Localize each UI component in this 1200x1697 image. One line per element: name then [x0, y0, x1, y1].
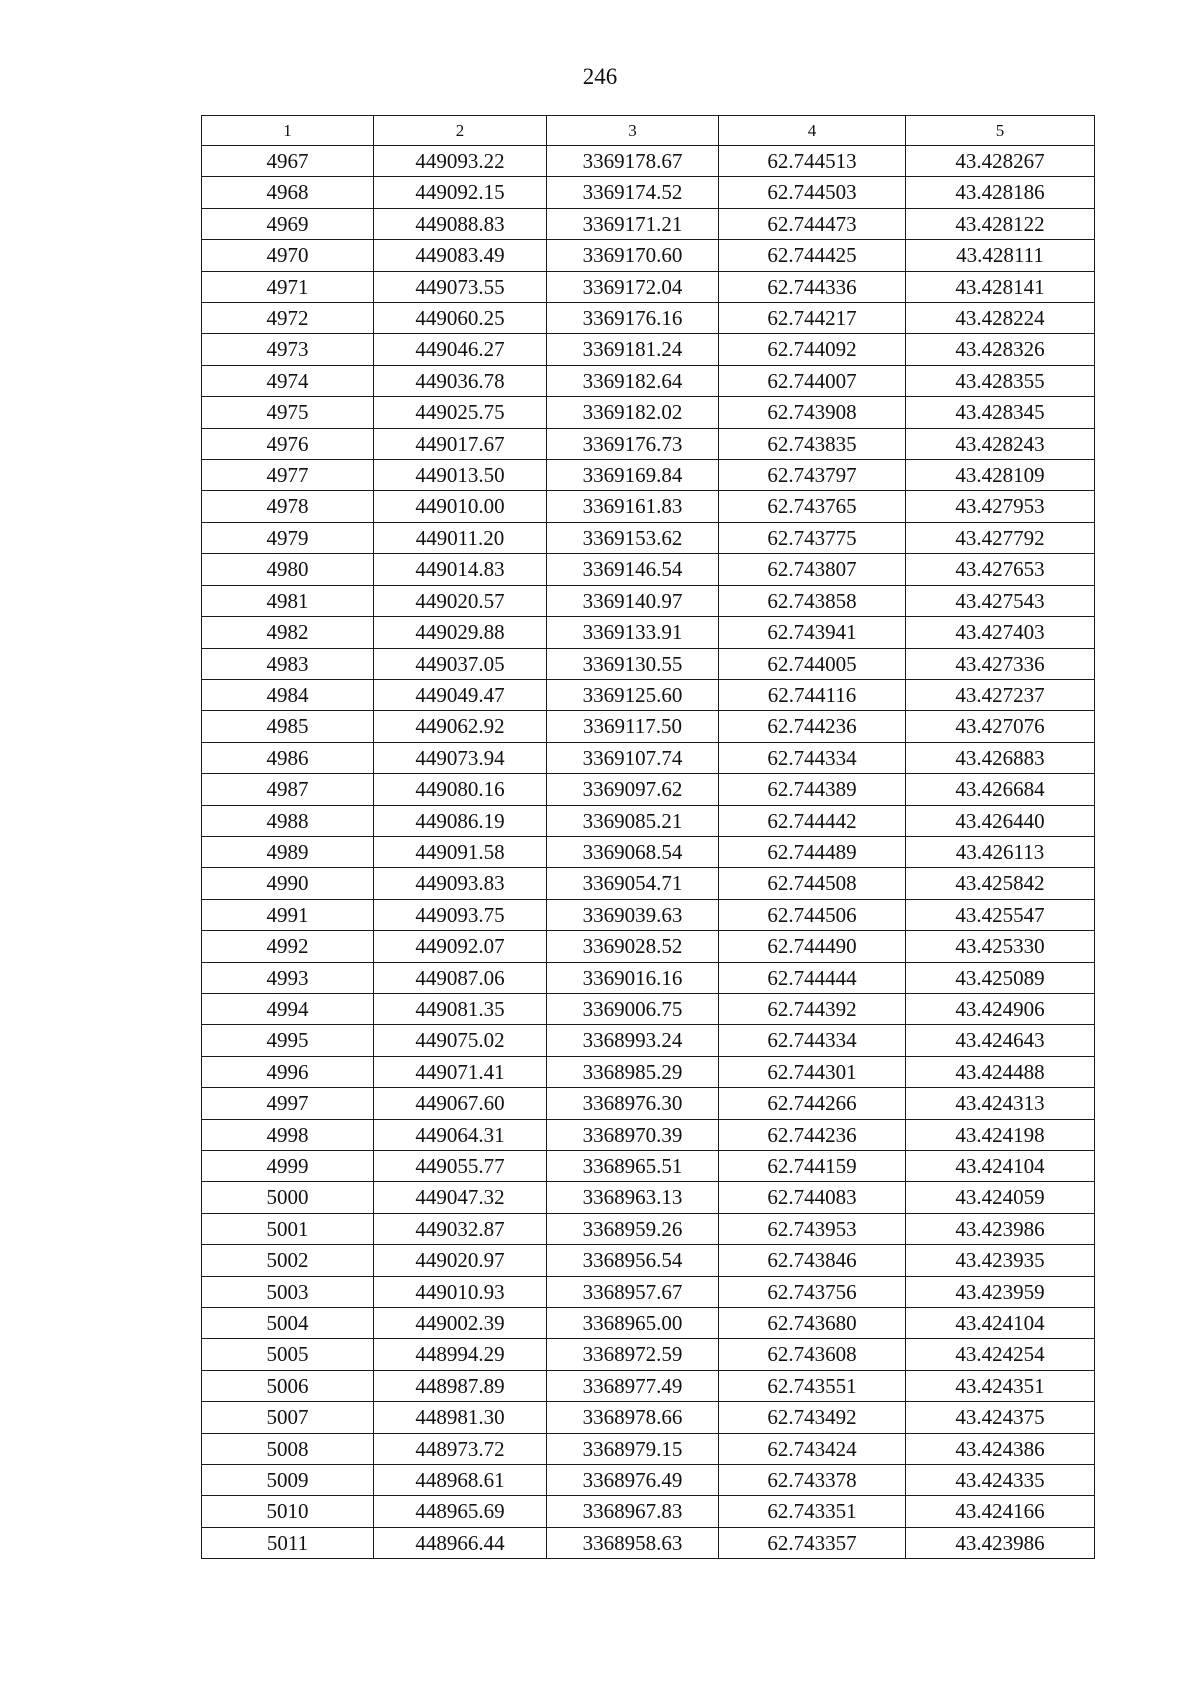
- table-cell: 62.743908: [719, 397, 906, 428]
- table-row: [202, 146, 1095, 177]
- table-header-row: [202, 116, 1095, 146]
- table-row: [202, 428, 1095, 459]
- table-cell: 449086.19: [374, 805, 547, 836]
- table-cell: 43.425547: [906, 899, 1095, 930]
- table-cell: 3369068.54: [547, 836, 719, 867]
- table-row: [202, 679, 1095, 710]
- table-cell: 448994.29: [374, 1339, 547, 1370]
- table-cell: 62.743835: [719, 428, 906, 459]
- table-cell: 3369146.54: [547, 554, 719, 585]
- table-row: [202, 774, 1095, 805]
- table-cell: 5010: [202, 1496, 374, 1527]
- table-cell: 4979: [202, 522, 374, 553]
- table-cell: 62.743858: [719, 585, 906, 616]
- table-row: [202, 742, 1095, 773]
- table-row: [202, 711, 1095, 742]
- table-cell: 3369170.60: [547, 240, 719, 271]
- table-cell: 4987: [202, 774, 374, 805]
- table-cell: 43.428141: [906, 271, 1095, 302]
- table-cell: 4978: [202, 491, 374, 522]
- table-cell: 449047.32: [374, 1182, 547, 1213]
- table-cell: 3368976.49: [547, 1465, 719, 1496]
- table-cell: 62.744083: [719, 1182, 906, 1213]
- table-cell: 4972: [202, 303, 374, 334]
- table-cell: 43.427403: [906, 617, 1095, 648]
- table-cell: 62.744236: [719, 1119, 906, 1150]
- table-cell: 43.426113: [906, 836, 1095, 867]
- table-cell: 449055.77: [374, 1151, 547, 1182]
- table-cell: 448981.30: [374, 1402, 547, 1433]
- table-row: [202, 1433, 1095, 1464]
- table-cell: 3368970.39: [547, 1119, 719, 1150]
- table-cell: 4995: [202, 1025, 374, 1056]
- table-cell: 62.743765: [719, 491, 906, 522]
- table-cell: 43.425842: [906, 868, 1095, 899]
- table-cell: 43.424166: [906, 1496, 1095, 1527]
- table-cell: 3369039.63: [547, 899, 719, 930]
- table-cell: 4976: [202, 428, 374, 459]
- table-cell: 62.744392: [719, 993, 906, 1024]
- table-cell: 449088.83: [374, 208, 547, 239]
- column-header: 2: [374, 116, 547, 146]
- table-cell: 3368979.15: [547, 1433, 719, 1464]
- table-row: [202, 1245, 1095, 1276]
- table-cell: 3368978.66: [547, 1402, 719, 1433]
- table-cell: 4992: [202, 931, 374, 962]
- table-cell: 62.744007: [719, 365, 906, 396]
- table-cell: 4968: [202, 177, 374, 208]
- table-cell: 449002.39: [374, 1308, 547, 1339]
- table-cell: 449025.75: [374, 397, 547, 428]
- table-cell: 449073.55: [374, 271, 547, 302]
- table-cell: 62.744425: [719, 240, 906, 271]
- table-row: [202, 365, 1095, 396]
- table-cell: 449046.27: [374, 334, 547, 365]
- table-cell: 62.743846: [719, 1245, 906, 1276]
- table-cell: 43.423935: [906, 1245, 1095, 1276]
- table-cell: 43.427237: [906, 679, 1095, 710]
- table-cell: 4990: [202, 868, 374, 899]
- table-cell: 62.743941: [719, 617, 906, 648]
- table-row: [202, 1339, 1095, 1370]
- table-cell: 62.743424: [719, 1433, 906, 1464]
- table-cell: 4970: [202, 240, 374, 271]
- table-row: [202, 868, 1095, 899]
- table-cell: 449092.15: [374, 177, 547, 208]
- table-cell: 449073.94: [374, 742, 547, 773]
- table-cell: 62.744336: [719, 271, 906, 302]
- table-cell: 448968.61: [374, 1465, 547, 1496]
- table-cell: 62.743351: [719, 1496, 906, 1527]
- table-cell: 449049.47: [374, 679, 547, 710]
- table-cell: 4986: [202, 742, 374, 773]
- table-cell: 43.428111: [906, 240, 1095, 271]
- table-row: [202, 271, 1095, 302]
- table-cell: 3368963.13: [547, 1182, 719, 1213]
- table-cell: 3369016.16: [547, 962, 719, 993]
- table-row: [202, 1308, 1095, 1339]
- table-cell: 448973.72: [374, 1433, 547, 1464]
- table-cell: 43.423959: [906, 1276, 1095, 1307]
- table-cell: 3368972.59: [547, 1339, 719, 1370]
- table-cell: 4980: [202, 554, 374, 585]
- table-cell: 62.743953: [719, 1213, 906, 1244]
- table-cell: 62.744301: [719, 1056, 906, 1087]
- table-body: [202, 146, 1095, 1559]
- table-cell: 449071.41: [374, 1056, 547, 1087]
- table-cell: 62.743807: [719, 554, 906, 585]
- table-cell: 4977: [202, 460, 374, 491]
- table-row: [202, 1119, 1095, 1150]
- table-cell: 43.428109: [906, 460, 1095, 491]
- table-row: [202, 397, 1095, 428]
- table-cell: 62.744506: [719, 899, 906, 930]
- table-cell: 43.427543: [906, 585, 1095, 616]
- table-cell: 43.426440: [906, 805, 1095, 836]
- table-row: [202, 899, 1095, 930]
- table-cell: 5001: [202, 1213, 374, 1244]
- table-cell: 43.428224: [906, 303, 1095, 334]
- table-cell: 43.425089: [906, 962, 1095, 993]
- table-cell: 449081.35: [374, 993, 547, 1024]
- table-cell: 3368976.30: [547, 1088, 719, 1119]
- table-cell: 62.744266: [719, 1088, 906, 1119]
- table-cell: 43.425330: [906, 931, 1095, 962]
- table-cell: 4997: [202, 1088, 374, 1119]
- table-cell: 43.428243: [906, 428, 1095, 459]
- table-cell: 449010.93: [374, 1276, 547, 1307]
- table-cell: 3368957.67: [547, 1276, 719, 1307]
- table-cell: 3369174.52: [547, 177, 719, 208]
- table-cell: 3369028.52: [547, 931, 719, 962]
- table-cell: 43.423986: [906, 1213, 1095, 1244]
- table-row: [202, 1088, 1095, 1119]
- table-cell: 4985: [202, 711, 374, 742]
- table-row: [202, 522, 1095, 553]
- table-cell: 4984: [202, 679, 374, 710]
- table-cell: 3369178.67: [547, 146, 719, 177]
- table-cell: 4973: [202, 334, 374, 365]
- table-cell: 4998: [202, 1119, 374, 1150]
- table-cell: 62.744116: [719, 679, 906, 710]
- table-row: [202, 1370, 1095, 1401]
- table-cell: 449032.87: [374, 1213, 547, 1244]
- table-cell: 62.743608: [719, 1339, 906, 1370]
- table-cell: 5011: [202, 1527, 374, 1558]
- table-cell: 3369169.84: [547, 460, 719, 491]
- table-row: [202, 648, 1095, 679]
- table-cell: 449029.88: [374, 617, 547, 648]
- table-row: [202, 993, 1095, 1024]
- table-row: [202, 1056, 1095, 1087]
- table-cell: 62.744444: [719, 962, 906, 993]
- table-cell: 449064.31: [374, 1119, 547, 1150]
- table-cell: 43.424643: [906, 1025, 1095, 1056]
- table-row: [202, 1276, 1095, 1307]
- table-cell: 449014.83: [374, 554, 547, 585]
- table-cell: 43.424906: [906, 993, 1095, 1024]
- table-row: [202, 554, 1095, 585]
- table-cell: 449083.49: [374, 240, 547, 271]
- table-row: [202, 931, 1095, 962]
- table-cell: 43.424386: [906, 1433, 1095, 1464]
- table-row: [202, 962, 1095, 993]
- table-cell: 43.427336: [906, 648, 1095, 679]
- table-cell: 449075.02: [374, 1025, 547, 1056]
- table-cell: 3369182.02: [547, 397, 719, 428]
- coordinate-table: [201, 115, 1095, 1559]
- table-cell: 3369054.71: [547, 868, 719, 899]
- table-row: [202, 805, 1095, 836]
- table-cell: 3368958.63: [547, 1527, 719, 1558]
- table-row: [202, 240, 1095, 271]
- table-cell: 4993: [202, 962, 374, 993]
- table-cell: 5004: [202, 1308, 374, 1339]
- table-cell: 62.744092: [719, 334, 906, 365]
- table-cell: 449010.00: [374, 491, 547, 522]
- table-cell: 62.743756: [719, 1276, 906, 1307]
- table-cell: 62.744217: [719, 303, 906, 334]
- table-cell: 449013.50: [374, 460, 547, 491]
- table-cell: 43.424104: [906, 1308, 1095, 1339]
- table-cell: 4982: [202, 617, 374, 648]
- table-cell: 449036.78: [374, 365, 547, 396]
- table-cell: 3368965.00: [547, 1308, 719, 1339]
- table-cell: 448966.44: [374, 1527, 547, 1558]
- table-cell: 4975: [202, 397, 374, 428]
- table-cell: 4988: [202, 805, 374, 836]
- table-cell: 43.424254: [906, 1339, 1095, 1370]
- table-cell: 4974: [202, 365, 374, 396]
- table-cell: 62.744490: [719, 931, 906, 962]
- table-cell: 43.427653: [906, 554, 1095, 585]
- column-header: 4: [719, 116, 906, 146]
- page-number: 246: [582, 64, 618, 89]
- table-cell: 3369172.04: [547, 271, 719, 302]
- table-cell: 449037.05: [374, 648, 547, 679]
- table-row: [202, 1213, 1095, 1244]
- table-cell: 4989: [202, 836, 374, 867]
- table-cell: 449020.97: [374, 1245, 547, 1276]
- table-row: [202, 303, 1095, 334]
- table-row: [202, 1151, 1095, 1182]
- table-cell: 62.743357: [719, 1527, 906, 1558]
- table-cell: 3369182.64: [547, 365, 719, 396]
- table-cell: 448987.89: [374, 1370, 547, 1401]
- table-cell: 43.428326: [906, 334, 1095, 365]
- table-cell: 43.428345: [906, 397, 1095, 428]
- table-cell: 3369125.60: [547, 679, 719, 710]
- table-cell: 43.424375: [906, 1402, 1095, 1433]
- table-row: [202, 1527, 1095, 1558]
- table-cell: 62.743775: [719, 522, 906, 553]
- table-cell: 62.744334: [719, 1025, 906, 1056]
- table-cell: 3369140.97: [547, 585, 719, 616]
- table-cell: 3368967.83: [547, 1496, 719, 1527]
- table-cell: 62.744508: [719, 868, 906, 899]
- table-cell: 62.744513: [719, 146, 906, 177]
- table-cell: 4996: [202, 1056, 374, 1087]
- table-row: [202, 208, 1095, 239]
- table-cell: 43.424313: [906, 1088, 1095, 1119]
- table-cell: 5007: [202, 1402, 374, 1433]
- table-cell: 3368993.24: [547, 1025, 719, 1056]
- table-cell: 43.424198: [906, 1119, 1095, 1150]
- table-cell: 4967: [202, 146, 374, 177]
- table-row: [202, 836, 1095, 867]
- table-cell: 43.427076: [906, 711, 1095, 742]
- table-cell: 5005: [202, 1339, 374, 1370]
- table-cell: 62.744503: [719, 177, 906, 208]
- table-row: [202, 1025, 1095, 1056]
- table-cell: 3369133.91: [547, 617, 719, 648]
- table-cell: 448965.69: [374, 1496, 547, 1527]
- column-header: 5: [906, 116, 1095, 146]
- table-cell: 62.744236: [719, 711, 906, 742]
- table-cell: 4969: [202, 208, 374, 239]
- table-cell: 4991: [202, 899, 374, 930]
- table-cell: 3369085.21: [547, 805, 719, 836]
- table-cell: 4971: [202, 271, 374, 302]
- table-cell: 62.743492: [719, 1402, 906, 1433]
- table-cell: 62.743551: [719, 1370, 906, 1401]
- table-cell: 43.424488: [906, 1056, 1095, 1087]
- table-cell: 5009: [202, 1465, 374, 1496]
- table-cell: 62.743797: [719, 460, 906, 491]
- table-cell: 5006: [202, 1370, 374, 1401]
- table-cell: 43.423986: [906, 1527, 1095, 1558]
- table-cell: 5002: [202, 1245, 374, 1276]
- table-cell: 62.744489: [719, 836, 906, 867]
- column-header: 1: [202, 116, 374, 146]
- table-cell: 3369006.75: [547, 993, 719, 1024]
- table-cell: 43.428267: [906, 146, 1095, 177]
- table-cell: 62.744473: [719, 208, 906, 239]
- table-cell: 3369161.83: [547, 491, 719, 522]
- table-cell: 3368985.29: [547, 1056, 719, 1087]
- table-row: [202, 1182, 1095, 1213]
- table-cell: 3369171.21: [547, 208, 719, 239]
- table-cell: 3369181.24: [547, 334, 719, 365]
- table-cell: 5008: [202, 1433, 374, 1464]
- table-cell: 3369176.16: [547, 303, 719, 334]
- table-cell: 62.744389: [719, 774, 906, 805]
- table-cell: 449091.58: [374, 836, 547, 867]
- table-cell: 43.427953: [906, 491, 1095, 522]
- table-cell: 3368965.51: [547, 1151, 719, 1182]
- table-row: [202, 585, 1095, 616]
- table-cell: 449017.67: [374, 428, 547, 459]
- table-cell: 43.424059: [906, 1182, 1095, 1213]
- table-cell: 449087.06: [374, 962, 547, 993]
- table-cell: 4983: [202, 648, 374, 679]
- table-cell: 62.744334: [719, 742, 906, 773]
- table-cell: 43.428355: [906, 365, 1095, 396]
- table-row: [202, 1496, 1095, 1527]
- table-row: [202, 1402, 1095, 1433]
- table-cell: 449093.22: [374, 146, 547, 177]
- table-cell: 3368959.26: [547, 1213, 719, 1244]
- table-cell: 43.426684: [906, 774, 1095, 805]
- table-row: [202, 460, 1095, 491]
- table-cell: 449020.57: [374, 585, 547, 616]
- table-cell: 62.743680: [719, 1308, 906, 1339]
- table-cell: 4981: [202, 585, 374, 616]
- table-row: [202, 617, 1095, 648]
- table-cell: 43.428186: [906, 177, 1095, 208]
- table-cell: 449062.92: [374, 711, 547, 742]
- table-cell: 62.744442: [719, 805, 906, 836]
- table-cell: 3369176.73: [547, 428, 719, 459]
- table-cell: 4994: [202, 993, 374, 1024]
- table-cell: 62.743378: [719, 1465, 906, 1496]
- table-cell: 62.744159: [719, 1151, 906, 1182]
- table-cell: 43.428122: [906, 208, 1095, 239]
- table-cell: 3369130.55: [547, 648, 719, 679]
- table-cell: 3369107.74: [547, 742, 719, 773]
- table-row: [202, 177, 1095, 208]
- table-row: [202, 334, 1095, 365]
- table-cell: 449067.60: [374, 1088, 547, 1119]
- table-cell: 3368977.49: [547, 1370, 719, 1401]
- table-cell: 449092.07: [374, 931, 547, 962]
- table-cell: 5000: [202, 1182, 374, 1213]
- table-cell: 449011.20: [374, 522, 547, 553]
- table-cell: 3369153.62: [547, 522, 719, 553]
- table-cell: 62.744005: [719, 648, 906, 679]
- column-header: 3: [547, 116, 719, 146]
- table-cell: 43.424335: [906, 1465, 1095, 1496]
- table-cell: 43.424104: [906, 1151, 1095, 1182]
- table-row: [202, 491, 1095, 522]
- table-cell: 43.424351: [906, 1370, 1095, 1401]
- table-cell: 43.427792: [906, 522, 1095, 553]
- table-cell: 449093.75: [374, 899, 547, 930]
- table-cell: 5003: [202, 1276, 374, 1307]
- table-row: [202, 1465, 1095, 1496]
- table-cell: 3368956.54: [547, 1245, 719, 1276]
- table-cell: 449060.25: [374, 303, 547, 334]
- table-cell: 4999: [202, 1151, 374, 1182]
- table-cell: 449093.83: [374, 868, 547, 899]
- table-cell: 43.426883: [906, 742, 1095, 773]
- table-cell: 3369097.62: [547, 774, 719, 805]
- table-cell: 449080.16: [374, 774, 547, 805]
- table-cell: 3369117.50: [547, 711, 719, 742]
